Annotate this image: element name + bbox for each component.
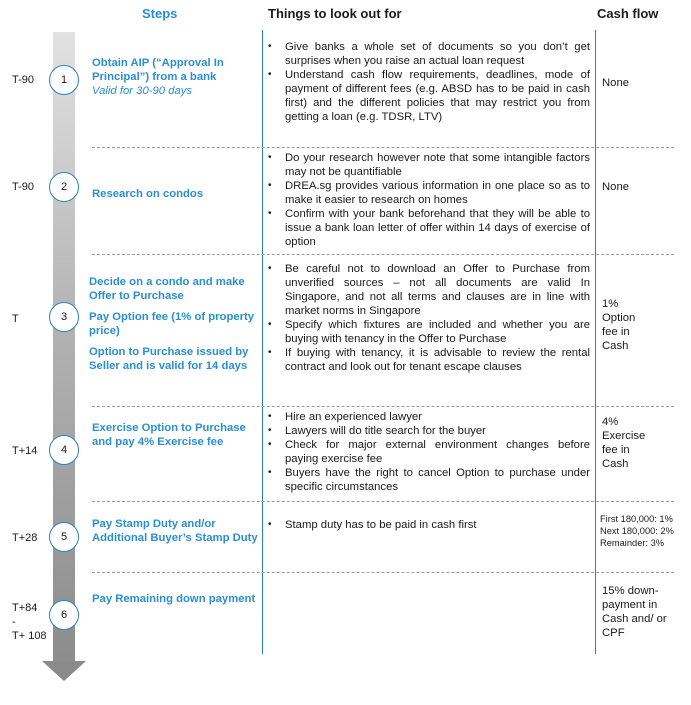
row-separator — [92, 501, 674, 502]
cash-column-divider — [595, 30, 596, 654]
things-item: • Do your research however note that some intangible factors may not be quantifiable — [266, 151, 590, 179]
timeline-arrow-head — [42, 661, 86, 681]
step-subtext: Valid for 30-90 days — [92, 85, 193, 97]
row-2-cash: None — [602, 181, 630, 193]
things-item: • If buying with tenancy, it is advisable to review the rental contract and look out for tenant escape clauses — [266, 346, 590, 374]
step-text: Research on condos — [92, 188, 204, 200]
things-item: • Understand cash flow requirements, deadlines, mode of payment of different fees (e.g. ABSD has to be paid in cash first) and the different policies that may restrict you from getting a loan (e.g. TDSR, LTV) — [266, 68, 590, 124]
row-1-things — [266, 40, 590, 124]
row-2-step — [92, 187, 262, 201]
row-4-things — [266, 410, 590, 494]
things-item: • Give banks a whole set of documents so you don’t get surprises when you raise an actual loan request — [266, 40, 590, 68]
row-1-cash: None — [602, 77, 630, 89]
things-item: • Check for major external environment changes before paying exercise fee — [266, 438, 590, 466]
row-5-time: T+28 — [12, 532, 38, 544]
row-separator — [92, 572, 674, 573]
things-item: • Stamp duty has to be paid in cash first — [266, 518, 590, 532]
step-3-circle: 3 — [49, 302, 79, 332]
row-2-things — [266, 151, 590, 249]
row-4-step — [92, 421, 262, 449]
row-2-time: T-90 — [12, 181, 35, 193]
things-item: • Buyers have the right to cancel Option to purchase under specific circumstances — [266, 466, 590, 494]
step-2-circle: 2 — [49, 172, 79, 202]
step-text: Pay Option fee (1% of property price) — [89, 311, 255, 337]
row-separator — [92, 406, 674, 407]
step-6-circle: 6 — [49, 600, 79, 630]
row-3-step — [89, 275, 259, 373]
step-text: Exercise Option to Purchase and pay 4% Exercise fee — [92, 422, 246, 448]
things-item: • Specify which fixtures are included and whether you are buying with tenancy in the Offer to Purchase — [266, 318, 590, 346]
row-5-step — [92, 517, 262, 545]
row-4-time: T+14 — [12, 445, 38, 457]
row-1-step — [92, 56, 262, 98]
things-item: • Hire an experienced lawyer — [266, 410, 590, 424]
step-text: Pay Stamp Duty and/or Additional Buyer’s Stamp Duty — [92, 518, 258, 544]
things-item: • Lawyers will do title search for the buyer — [266, 424, 590, 438]
row-5-cash: First 180,000: 1% Next 180,000: 2% Remainder: 3% — [600, 514, 674, 548]
step-text: Decide on a condo and make Offer to Purchase — [89, 276, 245, 302]
things-header: Things to look out for — [268, 6, 402, 21]
step-5-circle: 5 — [49, 522, 79, 552]
row-6-step — [92, 592, 262, 606]
step-1-circle: 1 — [49, 65, 79, 95]
row-5-things — [266, 518, 590, 532]
things-item: • DREA.sg provides various information in one place so as to make it easier to research on homes — [266, 179, 590, 207]
things-item: • Confirm with your bank beforehand that they will be able to issue a bank loan letter of offer within 14 days of exercise of option — [266, 207, 590, 249]
row-6-cash: 15% down- payment in Cash and/ or CPF — [602, 585, 667, 639]
things-column-divider — [262, 30, 263, 654]
cash-flow-header: Cash flow — [597, 6, 659, 21]
steps-header: Steps — [142, 6, 178, 21]
row-separator — [92, 147, 674, 148]
step-text: Pay Remaining down payment — [92, 593, 256, 605]
row-separator — [92, 254, 674, 255]
step-text: Obtain AIP (“Approval In Principal”) from a bank — [92, 57, 224, 83]
row-4-cash: 4% Exercise fee in Cash — [602, 416, 646, 470]
row-6-time: T+84 - T+ 108 — [12, 602, 47, 642]
things-item: • Be careful not to download an Offer to Purchase from unverified sources – not all documents are valid In Singapore, and not all terms and clauses are in line with market norms in Singapore — [266, 262, 590, 318]
timeline-arrow-shaft — [53, 32, 75, 662]
row-3-things — [266, 262, 590, 374]
step-4-circle: 4 — [49, 435, 79, 465]
step-text: Option to Purchase issued by Seller and is valid for 14 days — [89, 346, 249, 372]
row-3-cash: 1% Option fee in Cash — [602, 298, 636, 352]
row-3-time: T — [12, 313, 19, 325]
row-1-time: T-90 — [12, 74, 35, 86]
